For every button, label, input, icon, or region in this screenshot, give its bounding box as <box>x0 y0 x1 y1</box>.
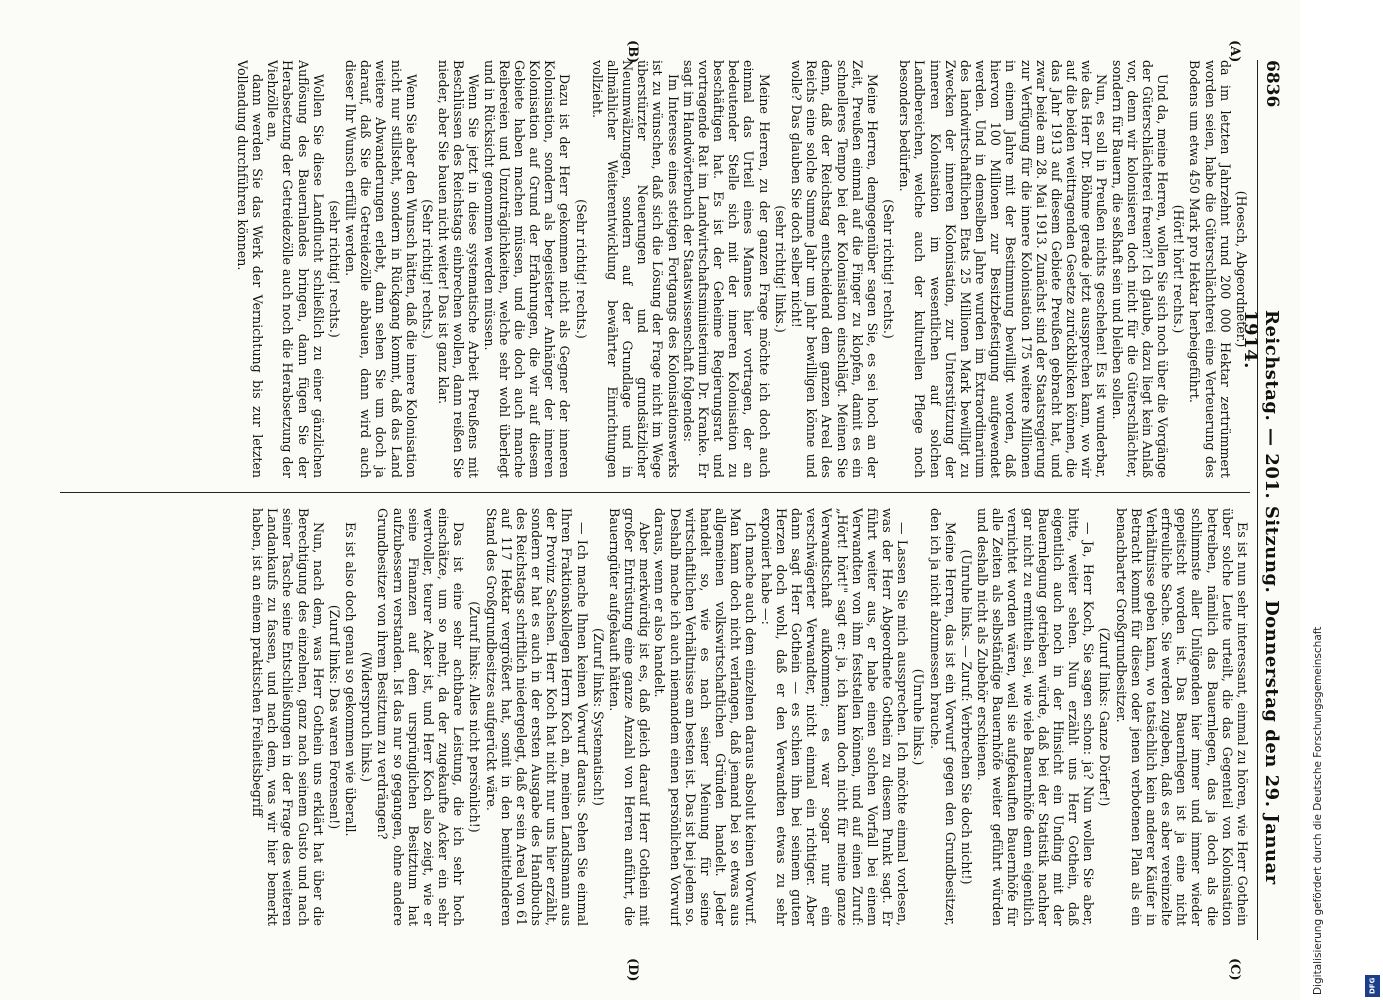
paragraph: Wenn Sie aber den Wunsch hätten, daß die innere Kolonisation nicht nur stillsteht, sondern in Rückgang kommt, daß das Land weitere Abwanderungen erlebt, dann sehen Sie um doch ja darauf, daß Sie die Getreidezölle abbauen, dann wird auch dieser Ihr Wunsch erfüllt werden. <box>343 60 419 478</box>
interjection: (Hört! hört! rechts.) <box>1171 204 1187 334</box>
margin-marker-b: (B) <box>625 40 640 64</box>
quotation: Im Interesse eines stetigen Fortgangs des Kolonisationswerks ist zu wünschen, daß sich die Lösung der Frage nicht im Wege überstürzter Neuerungen und grundsätzlicher Neuumwälzungen, sondern auf der Grundlage und in allmählicher Weiterentwicklung bewährter Einrichtungen vollzieht. <box>589 60 681 478</box>
left-column <box>60 60 1250 478</box>
paragraph: Es ist also doch genau so gekommen wie überall. <box>343 522 359 837</box>
paragraph: Nun, nach dem, was Herr Gothein uns erklärt hat über die Berechtigung des einzelnen, ganz nach seinem Gusto und nach seiner Tasche seine Entschließungen in der Frage des weiteren Landankaufs zu fassen, und nach dem, was wir hier bemerkt haben, ist an einem praktischen Freiheitsbegriff <box>250 508 326 926</box>
interjection: (Zuruf links: Das waren Forensen!) <box>326 604 342 830</box>
paragraph: — Ich mache Ihnen keinen Vorwurf daraus. Sehen Sie einmal Ihren Fraktionskollegen Herrn Koch an, meinen Landsmann aus der Provinz Sachsen. Herr Koch hat nicht nur uns hier erzählt, sondern er hat es auch in der ersten Ausgabe des Handbuchs des Reichstags schriftlich niedergelegt, daß er sein Areal von 61 auf 117 Hektar vergrößert hat, somit in den bemittelnderen Stand des Großgrundbesitzes aufgerückt wäre. <box>483 508 590 926</box>
paragraph: Wenn Sie jetzt in diese systematische Arbeit Preußens mit Beschlüssen des Reichstags einbrechen wollen, dann reißen Sie nieder, aber Sie bauen nicht weiter! Das ist ganz klar. <box>436 60 482 478</box>
column-divider <box>60 492 1250 493</box>
paragraph: dann werden Sie das Werk der Vernichtung bis zur letzten Vollendung durchführen können. <box>234 60 265 478</box>
paragraph: Meine Herren, das ist ein Vorwurf gegen den Grundbesitzer, den ich ja nicht abzumessen brauche. <box>927 508 958 926</box>
paragraph: Nun, es soll in Preußen nichts geschehen! Es ist wunderbar, wie das Herr Dr. Böhme gerade jetzt aussprechen kann, wo wir auf die beiden weittragenden Gesetze zurückblicken können, die das Jahr 1913 auf diesem Gebiete Preußen gebracht hat, und zwar beide am 28. Mai 1913. Zunächst sind der Staatsregierung zur Verfügung für die innere Kolonisation 175 weitere Millionen in einem Jahre mit der Bestimmung bewilligt worden, daß hiervon 100 Millionen zur Besitzbefestigung aufgewendet werden. Und in demselben Jahre wurden im Extraordinarium des landwirtschaftlichen Etats 25 Millionen Mark bewilligt zu Zwecken der inneren Kolonisation, zur Unterstützung der inneren Kolonisation im wesentlichen auf solchen Landbereichen, welche auch der kulturellen Pflege noch besonders bedürfen. <box>897 60 1110 478</box>
interjection: (Zuruf links: Alles nicht persönlich!) <box>467 601 483 833</box>
interjection: (sehr richtig! rechts.) <box>326 200 342 338</box>
paragraph: Es ist nun sehr interessant, einmal zu hören, wie Herr Gothein über solche Leute urteilt, die das Gegenteil von Kolonisation betreiben, nämlich das Bauernlegen, das ja doch als die schlimmste aller Unlügenden hier immer und immer wieder gepeitscht worden ist. Das Bauernlegen ist ja eine nicht erfreuliche Sache. Sie werden zugeben, daß es aber vereinzelte Verhältnisse geben kann, wo tatsächlich kein anderer Käufer in Betracht kommt für diesen oder jenen verbotenen Plan als ein benachbarter Großgrundbesitzer. <box>1113 508 1250 926</box>
interjection: (Sehr richtig! rechts.) <box>419 199 435 339</box>
margin-marker-c: (C) <box>1227 958 1242 981</box>
paragraph: Und da, meine Herren, wollen Sie sich noch über die Vorgänge der Güterschlächterei freuen?! Ich glaube, dazu liegt kein Anlaß vor, denn wir kolonisieren doch nicht für die Güterschlächter, sondern für Bauern, die seßhaft sein und bleiben sollen. <box>1109 60 1171 478</box>
interjection: (Sehr richtig! rechts.) <box>573 199 589 339</box>
paragraph: Dazu ist der Herr gekommen nicht als Gegner der inneren Kolonisation, sondern als begeisterter Anhänger der inneren Kolonisation auf Grund der Erfahrungen, die wir auf diesem Gebiete haben machen müssen, und die doch auch manche Reibereien und Unzuträglichkeiten, welche sehr wohl überlegt und in Rücksicht genommen werden müssen. <box>481 60 573 478</box>
interjection: (Zuruf links: Systematisch!) <box>590 628 606 806</box>
margin-marker-a: (A) <box>1227 40 1242 63</box>
paragraph: Aber merkwürdig ist es, daß gleich darauf Herr Gothein mit großer Entrüstung eine ganze Anzahl von Herren anführt, die Bauerngüter aufgekauft hätten. <box>606 508 653 926</box>
paragraph: — Lassen Sie mich aussprechen. Ich möchte einmal vorlesen, was der Herr Abgeordnete Gothein zu diesem Punkt sagt. Er führt weiter aus, er habe einen solchen Vorfall bei einem Verwandten von ihm feststellen können, und auf einen Zuruf: „Hört! hört!" sagt er: ja, ich kann doch nicht für meine ganze Verwandtschaft aufkommen; es war sogar nur ein verschwägerter Verwandter, nicht einmal ein richtiger. Aber dann sagt Herr Gothein — es schien ihm bei seinem guten Herzen doch wohl, daß er den Verwandten etwas zu sehr exponiert habe —: <box>758 508 911 926</box>
right-column <box>60 508 1250 926</box>
interjection: (Widerspruch links.) <box>359 651 375 783</box>
page-number: 6836 <box>1262 60 1282 108</box>
quotation: Ich mache auch dem einzelnen daraus absolut keinen Vorwurf. Man kann doch nicht verlangen, daß jemand bei so etwas aus allgemeinen volkswirtschaftlichen Gründen handelt. Jeder handelt so, wie es nach seiner Meinung für seine wirtschaftlichen Verhältnisse am besten ist. Das ist bei jedem so. Deshalb mache ich auch niemandem einen persönlichen Vorwurf daraus, wenn er also handelt. <box>652 508 759 926</box>
paragraph: da im letzten Jahrzehnt rund 200 000 Hektar zertrümmert worden seien, habe die Güterschlächterei eine Verteuerung des Bodens um etwa 450 Mark pro Hektar herbeigeführt. <box>1187 60 1233 478</box>
paragraph: Das ist eine sehr achtbare Leistung, die ich sehr hoch einschätze, um so mehr, da der zugekaufte Acker ein sehr wertvoller, teurer Acker ist, und Herr Koch also zeigt, wie er seine Finanzen auf dem ursprünglichen Besitztum hat aufzubessern verstanden. Ist das nur so gegangen, ohne andere Grundbesitzer von ihrem Besitztum zu verdrängen? <box>375 508 467 926</box>
page-title: Reichstag. — 201. Sitzung. Donnerstag den 29. Januar 1914. <box>1240 310 1282 885</box>
paragraph: — Ja, Herr Koch, Sie sagen schon: ja? Nun wollen Sie aber, bitte, weiter sehen. Nun erzählt uns Herr Gothein, daß eigentlich auch noch in der Hinsicht ein Unding mit der Bauernlegung getrieben würde, daß bei der Statistik nachher gar nicht zu ermitteln sei, wie viele Bauernhöfe denn eigentlich vernichtet worden wären, weil sie aufgekauften Bauernhöfe für alle Zeiten als selbständige Bauernhöfe weiter geführt würden und deshalb nicht als Zubehör erschienen. <box>975 508 1097 926</box>
speaker-line: (Hoesch, Abgeordneter.) <box>1234 190 1249 348</box>
interjection: (Unruhe links. — Zuruf: Verbrechen Sie doch nicht!) <box>958 549 974 885</box>
paragraph: Meine Herren, demgegenüber sagen Sie, es sei hoch an der Zeit, Preußen einmal auf die Finger zu klopfen, damit es ein schnelleres Tempo bei der Kolonisation einschlägt. Meinen Sie denn, daß der Reichstag entscheidend dem ganzen Areal des Reichs eine solche Summe Jahr um Jahr bewilligen könne und wolle? Das glauben Sie doch selber nicht! <box>789 60 880 478</box>
digitization-credit: Digitalisierung gefördert durch die Deutsche Forschungsgemeinschaft <box>1312 626 1324 995</box>
margin-marker-d: (D) <box>625 958 640 982</box>
interjection: (sehr richtig! links.) <box>772 205 788 333</box>
paragraph: Meine Herren, zu der ganzen Frage möchte ich doch auch einmal das Urteil eines Mannes hier vortragen, der an bedeutender Stelle sich mit der inneren Kolonisation zu beschäftigen hat. Es ist der Geheime Regierungsrat und vortragende Rat im Landwirtschaftsministerium Dr. Kranke. Er sagt im Handwörterbuch der Staatswissenschaft folgendes: <box>680 60 772 478</box>
interjection: (Unruhe links.) <box>911 668 927 766</box>
paragraph: Wollen Sie diese Landflucht schließlich zu einer gänzlichen Auflösung des Bauernlandes bringen, dann fügen Sie der Herabsetzung der Getreidezölle auch noch die Herabsetzung der Viehzölle an, <box>265 60 326 478</box>
dfg-logo: DFG <box>1365 975 1380 997</box>
interjection: (Zuruf links: Ganze Dörfer!) <box>1097 627 1113 807</box>
interjection: (Sehr richtig! rechts.) <box>881 199 897 339</box>
